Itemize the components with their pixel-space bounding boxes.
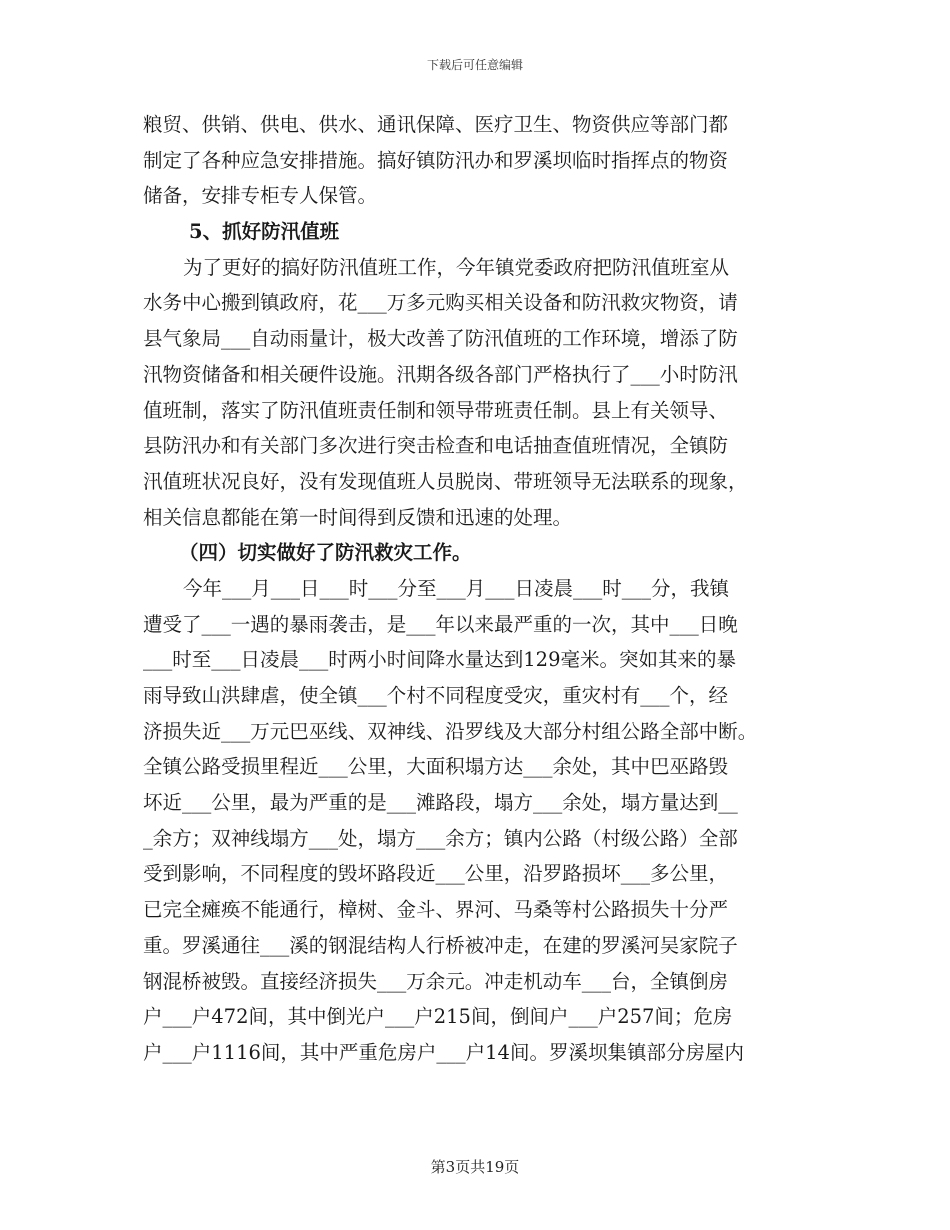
body-line: 县防汛办和有关部门多次进行突击检查和电话抽查值班情况，全镇防: [143, 434, 729, 458]
body-line: ___时至___日凌晨___时两小时间降水量达到129毫米。突如其来的暴: [143, 648, 736, 672]
body-line: 水务中心搬到镇政府，花___万多元购买相关设备和防汛救灾物资，请: [143, 291, 738, 315]
body-line: 汛值班状况良好，没有发现值班人员脱岗、带班领导无法联系的现象，: [143, 469, 748, 493]
document-body: [143, 107, 823, 1071]
body-line: 汛物资储备和相关硬件设施。汛期各级各部门严格执行了___小时防汛: [143, 362, 738, 386]
paragraph-first-line: 为了更好的搞好防汛值班工作，今年镇党委政府把防汛值班室从: [183, 255, 730, 279]
body-line: 储备，安排专柜专人保管。: [143, 184, 378, 208]
section-heading: （四）切实做好了防汛救灾工作。: [179, 541, 472, 565]
body-line: 重。罗溪通往___溪的钢混结构人行桥被冲走，在建的罗溪河吴家院子: [143, 933, 738, 957]
body-line: _余方；双神线塌方___处，塌方___余方；镇内公路（村级公路）全部: [143, 826, 738, 850]
body-line: 县气象局___自动雨量计，极大改善了防汛值班的工作环境，增添了防: [143, 327, 738, 351]
body-line: 户___户472间，其中倒光户___户215间，倒间户___户257间；危房: [143, 1005, 733, 1029]
body-line: 受到影响，不同程度的毁坏路段近___公里，沿罗路损坏___多公里，: [143, 862, 729, 886]
paragraph-first-line: 今年___月___日___时___分至___月___日凌晨___时___分，我镇: [183, 576, 730, 600]
body-line: 粮贸、供销、供电、供水、通讯保障、医疗卫生、物资供应等部门都: [143, 113, 729, 136]
header-note: 下载后可任意编辑: [426, 58, 523, 72]
section-heading: 5、抓好防汛值班: [189, 220, 340, 244]
body-line: 已完全瘫痪不能通行，樟树、金斗、界河、马桑等村公路损失十分严: [143, 898, 729, 922]
body-line: 济损失近___万元巴巫线、双神线、沿罗线及大部分村组公路全部中断。: [143, 719, 758, 743]
body-line: 坏近___公里，最为严重的是___滩路段，塌方___余处，塌方量达到__: [143, 791, 738, 815]
body-line: 全镇公路受损里程近___公里，大面积塌方达___余处，其中巴巫路毁: [143, 755, 729, 779]
body-line: 制定了各种应急安排措施。搞好镇防汛办和罗溪坝临时指挥点的物资: [143, 148, 729, 172]
body-line: 雨导致山洪肆虐，使全镇___个村不同程度受灾，重灾村有___个，经: [143, 684, 729, 707]
body-line: 遭受了___一遇的暴雨袭击，是___年以来最严重的一次，其中___日晚: [143, 612, 738, 636]
body-line: 钢混桥被毁。直接经济损失___万余元。冲走机动车___台，全镇倒房: [143, 969, 729, 993]
body-line: 值班制，落实了防汛值班责任制和领导带班责任制。县上有关领导、: [143, 398, 729, 422]
body-line: 户___户1116间，其中严重危房户___户14间。罗溪坝集镇部分房屋内: [143, 1040, 744, 1064]
body-line: 相关信息都能在第一时间得到反馈和迅速的处理。: [143, 505, 573, 529]
page-number: 第3页共19页: [430, 1158, 520, 1176]
